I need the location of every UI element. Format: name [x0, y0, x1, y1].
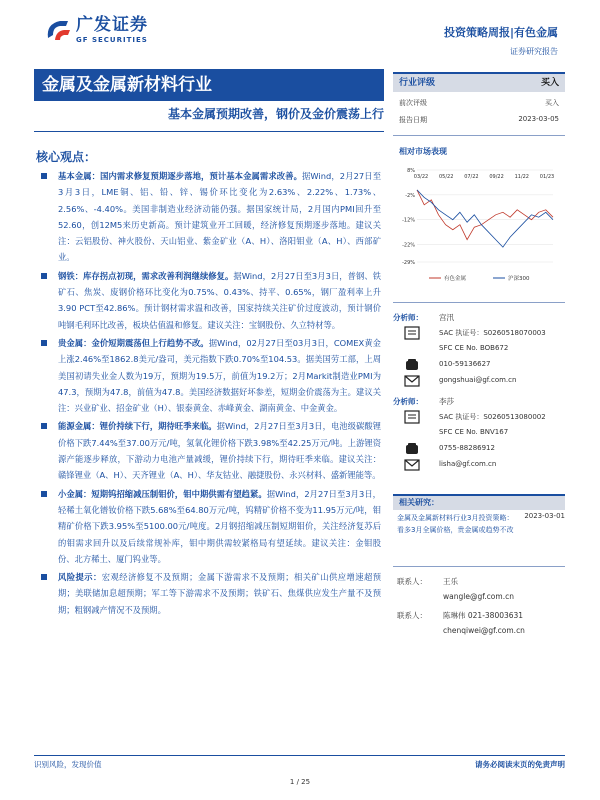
related-report-date: 2023-03-01: [524, 512, 565, 520]
chart-x-tick-label: 03/22: [413, 174, 429, 180]
bullet-icon: [41, 491, 47, 497]
email-icon: [403, 374, 421, 388]
contact-1-name: 王乐: [443, 577, 458, 586]
chart-y-tick-label: -2%: [405, 192, 415, 199]
chart-divider: [393, 302, 565, 303]
report-date-row: [399, 115, 559, 125]
chart-y-tick-label: -12%: [402, 217, 415, 224]
prev-rating-value: 买入: [545, 99, 559, 107]
chart-x-tick-label: 07/22: [464, 174, 479, 180]
prev-rating-label: 前次评级: [399, 99, 427, 107]
para-lead: 基本金属：国内需求修复预期逐步落地，预计基本金属需求改善。: [58, 171, 302, 181]
market-heading: 相对市场表现: [399, 147, 447, 156]
analyst-name: 宫汛: [439, 313, 454, 322]
para-energy-metals: [36, 418, 381, 483]
company-logo: [44, 16, 148, 44]
analyst-email[interactable]: gongshuai@gf.com.cn: [439, 376, 517, 384]
analyst-phone: 0755-88286912: [439, 444, 495, 452]
report-header: [444, 24, 558, 57]
para-body: 宏观经济修复不及预期；金属下游需求不及预期；相关矿山供应增速超预期；美联储加息超预期；军工等下游需求不及预期；铁矿石、焦煤供应发生产量不及预期；粗钢减产情况不及预期。: [58, 572, 381, 615]
bullet-icon: [41, 173, 47, 179]
bullet-icon: [41, 574, 47, 580]
para-minor-metals: [36, 486, 381, 567]
contact-2-name: 陈琳伟 021-38003631: [443, 611, 524, 620]
chart-y-tick-label: -29%: [402, 260, 415, 266]
para-lead: 能源金属：锂价持续下行，期待旺季来临。: [58, 421, 217, 432]
chart-x-tick-label: 09/22: [489, 174, 504, 180]
footer-divider: [34, 755, 565, 756]
report-subtitle: 基本金属预期改善，钢价及金价震荡上行: [167, 107, 384, 121]
para-steel: [36, 268, 381, 333]
chart-y-tick-label: 8%: [407, 168, 415, 174]
para-body: 据Wind，2月27日至3月3日，LME铜、铝、铅、锌、锡价环比变化为2.63%、2.22%、1.73%、2.56%、-4.40%。美国非制造业经济动能仍强。据国家统计局，2月国内PMI回升至52.60，创12M5来历史新高。预计建筑业开工回暖，经济修复预期逐步落地。建议关注：云铝股份、神火股份、天山铝业、紫金矿业（A、H）、洛阳钼业（A、H）、西部矿业。: [58, 171, 381, 263]
bullet-icon: [41, 273, 47, 279]
analyst-name: 李莎: [439, 397, 454, 406]
logo-en-text: GF SECURITIES: [76, 36, 148, 44]
para-body: 据Wind，2月27日至3月3日，轻稀土氧化镨钕价格下跌5.68%至64.80万元/吨，钨精矿价格不变为11.95万元/吨，钼精矿价格下跌3.95%至5100.00元/吨度。2月钢招缩减压制短期钼价，关注经济复苏后的钼需求回升以及后续常规补库，钼中期供需较紧格局有望延续。建议关注：金钼股份、北方稀土、厦门钨业等。: [58, 488, 381, 564]
contacts-divider: [393, 566, 565, 567]
report-type: 证券研究报告: [510, 47, 558, 56]
legend-label: 有色金属: [444, 276, 467, 282]
rating-divider: [393, 135, 565, 136]
rating-value: 买入: [540, 78, 559, 88]
certificate-icon: [403, 410, 421, 424]
analyst-sac: SAC 执证号：S0260513080002: [439, 413, 546, 421]
core-points: [36, 168, 381, 618]
para-base-metals: [36, 168, 381, 266]
email-icon: [403, 458, 421, 472]
chart-y-tick-label: -22%: [402, 242, 415, 249]
para-precious-metals: [36, 335, 381, 416]
contact-2-label: 联系人：: [397, 611, 427, 620]
analyst-sfc: SFC CE No. BOB672: [439, 344, 509, 352]
analyst-phone: 010-59136627: [439, 360, 491, 368]
analyst-2: [393, 396, 565, 490]
report-date-value: 2023-03-05: [518, 115, 559, 123]
analyst-1: [393, 308, 565, 398]
para-lead: 钢铁：库存拐点初现，需求改善利润继续修复。: [58, 270, 234, 281]
para-body: 据Wind，02月27日至03月3日，COMEX黄金上涨2.46%至1862.8美元/盎司，美元指数下跌0.70%至104.53。据美国劳工部，上周美国初请失业金人数为19万，预期为19.5万，前值为19.2万；2月Markit制造业PMI为47.3，预期为47.8，前值为47.8。美国经济数据好坏参差，短期金价震荡为主。建议关注：兴业矿业、招金矿业（H）、银泰黄金、赤峰黄金、湖南黄金、中金黄金。: [58, 337, 381, 414]
para-body: 据Wind，2月27日至3月3日，电池级碳酸锂价格下跌7.44%至37.00万元/吨，氢氧化锂价格下跌3.98%至42.25万元/吨。上游锂资源产能逐步释放，下游动力电池产量减缓，锂价持续下行，期待旺季来临。建议关注：赣锋锂业（A、H）、天齐锂业（A、H）、华友钴业、融捷股份、永兴材料、盛新锂能等。: [58, 421, 381, 481]
analyst-sac: SAC 执证号：S0260518070003: [439, 329, 546, 337]
analyst-label: 分析师：: [393, 397, 423, 406]
contact-2-email[interactable]: chenqiwei@gf.com.cn: [443, 626, 525, 635]
analyst-email[interactable]: lisha@gf.com.cn: [439, 460, 497, 468]
chart-x-tick-label: 01/23: [539, 174, 555, 180]
logo-cn-text: 广发证券: [76, 15, 148, 35]
report-date-label: 报告日期: [399, 116, 427, 124]
bullet-icon: [41, 423, 47, 429]
certificate-icon: [403, 326, 421, 340]
phone-icon: [403, 358, 421, 372]
legend-label: 沪深300: [508, 276, 530, 282]
chart-x-tick-label: 05/22: [438, 174, 454, 180]
industry-title: 金属及金属新材料行业: [34, 69, 384, 101]
core-heading: 核心观点：: [36, 150, 97, 164]
footer-slogan: 识别风险，发现价值: [34, 760, 102, 769]
chart-x-tick-label: 11/22: [514, 174, 530, 180]
para-risk: [36, 569, 381, 618]
relative-performance-chart: [399, 162, 559, 292]
para-lead: 风险提示：: [58, 572, 102, 583]
bullet-icon: [41, 340, 47, 346]
report-series: 投资策略周报|有色金属: [443, 26, 558, 39]
para-lead: 小金属：短期钨招缩减压制钼价，钼中期供需有望趋紧。: [58, 488, 267, 499]
related-report-title[interactable]: 金属及金属新材料行业3月投资策略：看多3月全属价格，贵金属或趋势不改: [397, 514, 514, 534]
related-heading: 相关研究：: [393, 494, 565, 510]
contact-1-email[interactable]: wangle@gf.com.cn: [443, 592, 514, 601]
rating-header: [393, 72, 565, 92]
title-divider: [34, 131, 384, 132]
prev-rating-row: [399, 98, 559, 108]
page-number: 1 / 25: [289, 778, 311, 786]
rating-label: 行业评级: [399, 78, 436, 88]
contact-1-label: 联系人：: [397, 577, 427, 586]
footer-disclaimer: 请务必阅读末页的免责声明: [475, 760, 565, 769]
analyst-label: 分析师：: [393, 313, 423, 322]
gf-logo-icon: [44, 16, 72, 44]
para-body: 据Wind，2月27日至3月3日，普钢、铁矿石、焦炭、废钢价格环比变化为0.75%、0.43%、持平、0.65%，钢厂盈利率上升3.90 PCT至42.86%。预计钢材需求温和改善，国家持续关注矿价过度波动，预计钢价吨钢毛利环比改善，板块估值温和修复。建议关注：宝钢股份、久立特材等。: [58, 270, 381, 330]
analyst-sfc: SFC CE No. BNV167: [439, 428, 509, 436]
para-lead: 贵金属：金价短期震荡但上行趋势不改。: [58, 337, 209, 348]
phone-icon: [403, 442, 421, 456]
